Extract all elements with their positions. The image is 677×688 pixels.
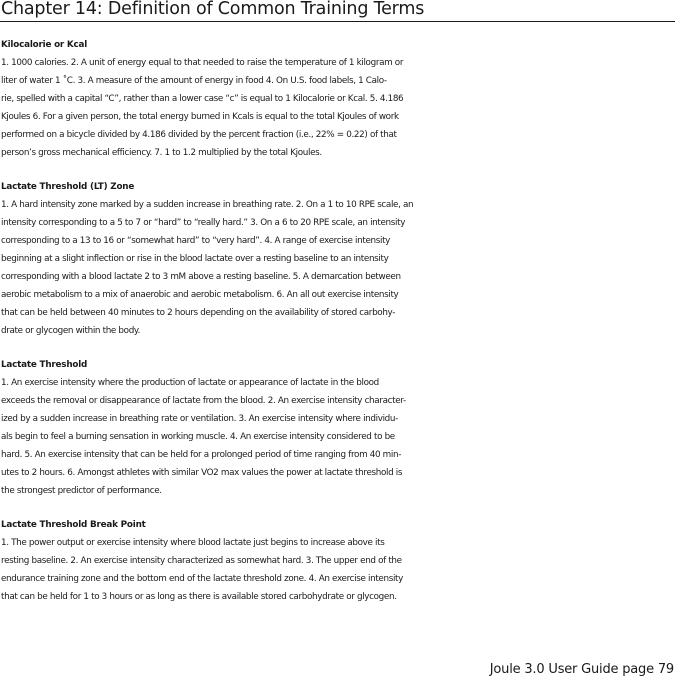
definition-line: liter of water 1 ˚C. 3. A measure of the amount of energy in food 4. On U.S. food labels, 1 Calo- — [1, 76, 387, 86]
definition-line: resting baseline. 2. An exercise intensity characterized as somewhat hard. 3. The upper end of the — [1, 556, 402, 566]
definition-line: endurance training zone and the bottom end of the lactate threshold zone. 4. An exercise intensity — [1, 574, 403, 584]
definition-line: 1. The power output or exercise intensity where blood lactate just begins to increase above its — [1, 538, 385, 548]
definition-line: hard. 5. An exercise intensity that can be held for a prolonged period of time ranging from 40 min- — [1, 450, 402, 460]
section-spacer — [1, 500, 677, 516]
definition-line: that can be held for 1 to 3 hours or as long as there is available stored carbohydrate or glycogen. — [1, 592, 397, 602]
definition-line: als begin to feel a burning sensation in working muscle. 4. An exercise intensity considered to be — [1, 432, 395, 442]
chapter-title: Chapter 14: Definition of Common Training Terms — [1, 0, 425, 19]
definition-line: exceeds the removal or disappearance of lactate from the blood. 2. An exercise intensity character- — [1, 396, 406, 406]
section-spacer — [1, 340, 677, 356]
definition-line: person’s gross mechanical efficiency. 7. 1 to 1.2 multiplied by the total Kjoules. — [1, 148, 322, 158]
definition-line: corresponding to a 13 to 16 or “somewhat hard” to “very hard”. 4. A range of exercise intensity — [1, 236, 391, 246]
section-spacer — [1, 162, 677, 178]
definition-line: 1. A hard intensity zone marked by a sudden increase in breathing rate. 2. On a 1 to 10 RPE scale, an — [1, 200, 414, 210]
definition-line: that can be held between 40 minutes to 2 hours depending on the availability of stored carbohy- — [1, 308, 396, 318]
definition-line: utes to 2 hours. 6. Amongst athletes with similar VO2 max values the power at lactate threshold is — [1, 468, 403, 478]
definition-line: 1. 1000 calories. 2. A unit of energy equal to that needed to raise the temperature of 1 kilogram or — [1, 58, 404, 68]
definition-line: 1. An exercise intensity where the production of lactate or appearance of lactate in the blood — [1, 378, 379, 388]
term-heading: Lactate Threshold Break Point — [1, 520, 146, 530]
term-heading: Lactate Threshold — [1, 360, 88, 370]
definition-line: Kjoules 6. For a given person, the total energy burned in Kcals is equal to the total Kjoules of work — [1, 112, 399, 122]
definition-line: beginning at a slight inflection or rise in the blood lactate over a resting baseline to an intensity — [1, 254, 389, 264]
definition-line: drate or glycogen within the body. — [1, 326, 140, 336]
definition-line: intensity corresponding to a 5 to 7 or “hard” to “really hard.” 3. On a 6 to 20 RPE scale, an intensity — [1, 218, 406, 228]
definition-line: aerobic metabolism to a mix of anaerobic and aerobic metabolism. 6. An all out exercise intensity — [1, 290, 399, 300]
term-heading: Kilocalorie or Kcal — [1, 40, 88, 50]
definition-line: rie, spelled with a capital “C”, rather than a lower case “c” is equal to 1 Kilocalorie or Kcal. 5. 4.186 — [1, 94, 404, 104]
definitions-list — [1, 36, 677, 606]
term-heading: Lactate Threshold (LT) Zone — [1, 182, 135, 192]
definition-line: the strongest predictor of performance. — [1, 486, 162, 496]
title-divider — [0, 21, 675, 22]
page-footer: Joule 3.0 User Guide page 79 — [489, 662, 674, 677]
definition-line: ized by a sudden increase in breathing rate or ventilation. 3. An exercise intensity where individu- — [1, 414, 398, 424]
definition-line: corresponding with a blood lactate 2 to 3 mM above a resting baseline. 5. A demarcation between — [1, 272, 401, 282]
definition-line: performed on a bicycle divided by 4.186 divided by the percent fraction (i.e., 22% = 0.22) of that — [1, 130, 397, 140]
